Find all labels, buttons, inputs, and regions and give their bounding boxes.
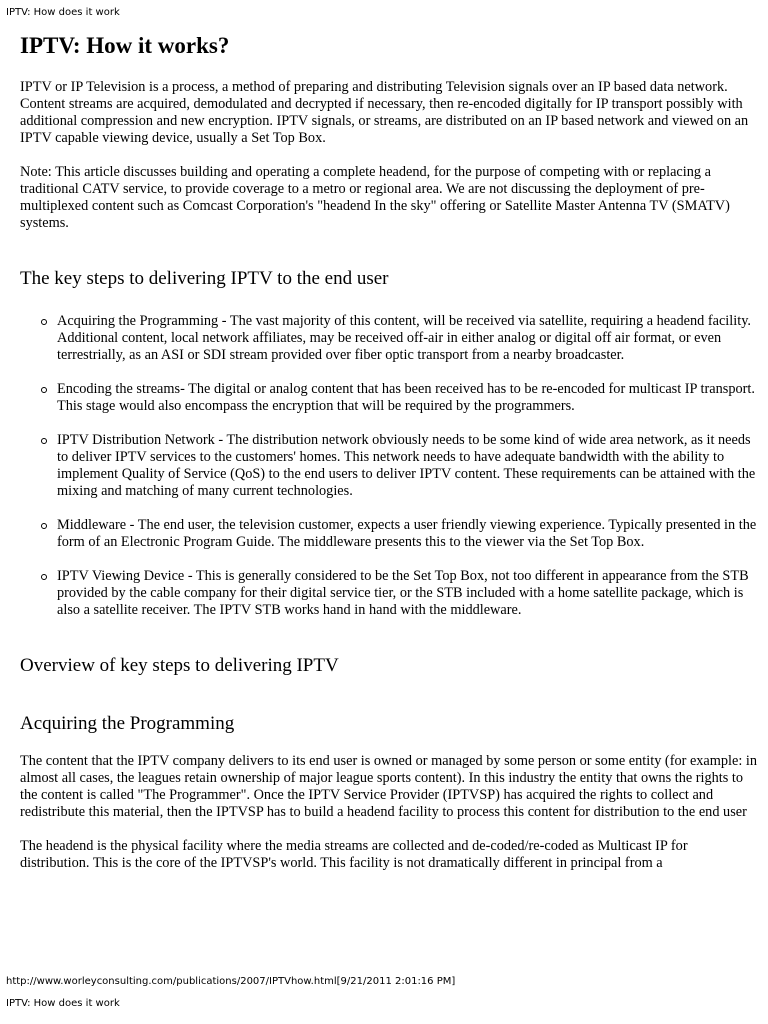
article-title: IPTV: How it works? — [20, 33, 230, 58]
acquiring-paragraph-2: The headend is the physical facility where the media streams are collected and de-coded/re-coded as Multicast IP for distribution. This is the core of the IPTVSP's world. This facility is not dramatically different in principal from a — [20, 838, 688, 871]
list-item-text: Middleware - The end user, the television customer, expects a user friendly viewing experience. Typically presented in the form of an Electronic Program Guide. The middleware presents this to the viewer via the Set Top Box. — [57, 517, 757, 550]
footer-url: http://www.worleyconsulting.com/publications/2007/IPTVhow.html[9/21/2011 2:01:16 PM] — [6, 976, 456, 987]
list-item-text: IPTV Viewing Device - This is generally considered to be the Set Top Box, not too different in appearance from the STB provided by the cable company for their digital service tier, or the STB included with a home satellite package, which is also a satellite receiver. The IPTV STB works hand in hand with the middleware. — [57, 568, 749, 618]
acquiring-heading: Acquiring the Programming — [20, 713, 235, 734]
footer-title: IPTV: How does it work — [6, 998, 120, 1009]
list-item-text: Acquiring the Programming - The vast majority of this content, will be received via satellite, requiring a headend facility. Additional content, local network affiliates, may be received off-air in either analog or digital off air format, or even terrestrially, as an ASI or SDI stream provided over fiber optic transport from a nearby broadcaster. — [57, 313, 751, 363]
list-item-text: IPTV Distribution Network - The distribution network obviously needs to be some kind of wide area network, as it needs to deliver IPTV services to the customers' homes. This network needs to have adequate bandwidth with the ability to implement Quality of Service (QoS) to the end users to deliver IPTV content. These requirements can be attained with the mixing and matching of many current technologies. — [57, 432, 756, 499]
note-paragraph: Note: This article discusses building and operating a complete headend, for the purpose of competing with or replacing a traditional CATV service, to provide coverage to a metro or regional area. We are not discussing the deployment of pre-multiplexed content such as Comcast Corporation's "headend In the sky" offering or Satellite Master Antenna TV (SMATV) systems. — [20, 164, 730, 231]
overview-heading: Overview of key steps to delivering IPTV — [20, 655, 339, 676]
list-item — [57, 432, 760, 500]
bullet-icon — [41, 319, 47, 325]
key-steps-list — [20, 313, 760, 619]
bullet-icon — [41, 438, 47, 444]
intro-paragraph: IPTV or IP Television is a process, a method of preparing and distributing Television signals over an IP based data network. Content streams are acquired, demodulated and decrypted if necessary, then re-encoded digitally for IP transport possibly with additional compression and new encryption. IPTV signals, or streams, are distributed on an IP based network and viewed on an IPTV capable viewing device, usually a Set Top Box. — [20, 79, 749, 146]
bullet-icon — [41, 574, 47, 580]
list-item-text: Encoding the streams- The digital or analog content that has been received has to be re-encoded for multicast IP transport. This stage would also encompass the encryption that will be required by the programmers. — [57, 381, 755, 414]
list-item — [57, 381, 760, 415]
acquiring-paragraph-1: The content that the IPTV company delivers to its end user is owned or managed by some person or some entity (for example: in almost all cases, the leagues retain ownership of major league sports content). In this industry the entity that owns the rights to the content is called "The Programmer". Once the IPTV Service Provider (IPTVSP) has acquired the rights to collect and redistribute this material, then the IPTVSP has to build a headend facility to process this content for distribution to the end user — [20, 753, 758, 820]
page-header-title: IPTV: How does it work — [6, 7, 120, 18]
list-item — [57, 517, 760, 551]
key-steps-heading: The key steps to delivering IPTV to the end user — [20, 268, 389, 289]
bullet-icon — [41, 523, 47, 529]
bullet-icon — [41, 387, 47, 393]
article — [20, 32, 760, 889]
list-item — [57, 568, 760, 619]
list-item — [57, 313, 760, 364]
